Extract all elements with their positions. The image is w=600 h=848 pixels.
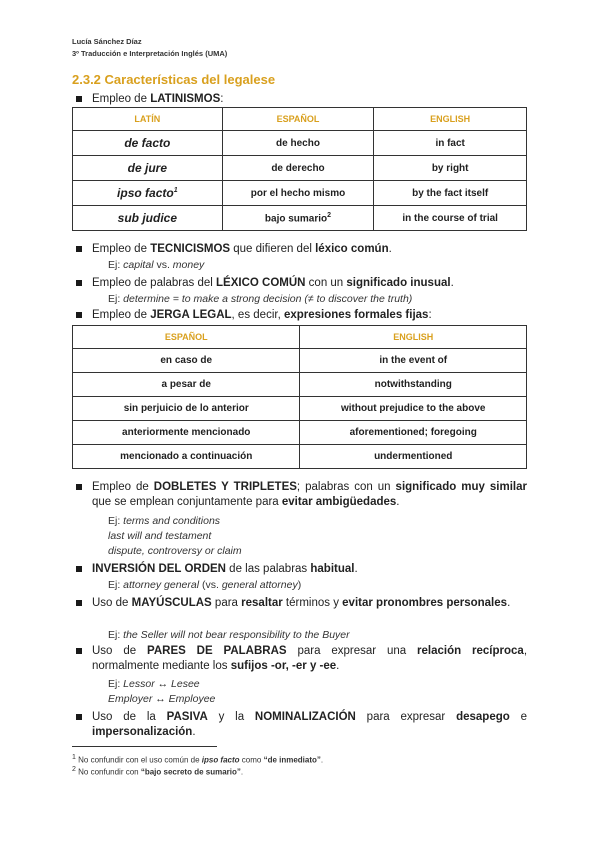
bullet-latinismos: Empleo de LATINISMOS: — [92, 93, 224, 105]
header-espanol: ESPAÑOL — [73, 326, 300, 349]
page-header — [72, 36, 227, 60]
espanol-cell: sin perjuicio de lo anterior — [73, 397, 300, 421]
espanol-cell: de hecho — [222, 131, 374, 156]
latin-cell: ipso facto$^1$ — [73, 181, 223, 206]
espanol-cell: por el hecho mismo — [222, 181, 374, 206]
bullet-dobletes: Empleo de DOBLETES Y TRIPLETES; palabras con un significado muy similar que se emplean conjuntamente para evitar ambigüedades. — [92, 481, 527, 508]
latin-cell: de jure — [73, 156, 223, 181]
header-latin: LATÍN — [73, 108, 223, 131]
espanol-cell: mencionado a continuación — [73, 445, 300, 469]
course-name: 3º Traducción e Interpretación Inglés (UMA) — [72, 49, 228, 58]
espanol-cell: en caso de — [73, 349, 300, 373]
bullet-lexico-comun: Empleo de palabras del LÉXICO COMÚN con un significado inusual. — [92, 277, 454, 289]
table-row — [73, 373, 527, 397]
latin-cell: de facto — [73, 131, 223, 156]
example-tecnicismos: Ej: capital vs. money — [108, 259, 205, 271]
footnote-1: $^1$ No confundir con el uso común de ipso facto como “de inmediato”. — [72, 754, 324, 765]
table-row — [73, 156, 527, 181]
table-row — [73, 206, 527, 231]
table-row — [73, 131, 527, 156]
bullet-pasiva: Uso de la PASIVA y la NOMINALIZACIÓN para expresar desapego e impersonalización. — [92, 711, 527, 738]
bullet-jerga-legal: Empleo de JERGA LEGAL, es decir, expresiones formales fijas: — [92, 309, 432, 321]
example-dobletes: Ej: terms and conditions last will and testament dispute, controversy or claim — [108, 515, 242, 557]
latin-cell: sub judice — [73, 206, 223, 231]
header-english: ENGLISH — [374, 108, 527, 131]
english-cell: aforementioned; foregoing — [300, 421, 527, 445]
jerga-table — [72, 325, 527, 469]
example-pares: Ej: Lessor ↔ Lesee Employer ↔ Employee — [108, 678, 216, 705]
table-row — [73, 421, 527, 445]
english-cell: in fact — [374, 131, 527, 156]
table-row — [73, 349, 527, 373]
header-espanol: ESPAÑOL — [222, 108, 374, 131]
example-mayusculas: Ej: the Seller will not bear responsibility to the Buyer — [108, 629, 350, 641]
table-header-row — [73, 326, 527, 349]
english-cell: in the course of trial — [374, 206, 527, 231]
footnote-2: $^2$ No confundir con “bajo secreto de sumario”. — [72, 766, 244, 777]
table-row — [73, 445, 527, 469]
bullet-mayusculas: Uso de MAYÚSCULAS para resaltar términos y evitar pronombres personales. — [92, 596, 527, 611]
footnote-ref-2: 2 — [327, 211, 332, 219]
author-name: Lucía Sánchez Díaz — [72, 37, 142, 46]
table-header-row — [73, 108, 527, 131]
example-inversion: Ej: attorney general (vs. general attorney) — [108, 579, 302, 591]
espanol-cell: bajo sumario$^2$ — [222, 206, 374, 231]
footnote-divider — [72, 746, 217, 747]
english-cell: notwithstanding — [300, 373, 527, 397]
espanol-cell: a pesar de — [73, 373, 300, 397]
english-cell: by right — [374, 156, 527, 181]
espanol-cell: anteriormente mencionado — [73, 421, 300, 445]
header-english: ENGLISH — [300, 326, 527, 349]
english-cell: without prejudice to the above — [300, 397, 527, 421]
bullet-inversion-orden: INVERSIÓN DEL ORDEN de las palabras habitual. — [92, 563, 358, 575]
table-row — [73, 397, 527, 421]
example-lexico: Ej: determine = to make a strong decision (≠ to discover the truth) — [108, 293, 413, 305]
latinismos-table — [72, 107, 527, 231]
footnote-ref-1: 1 — [173, 187, 178, 194]
english-cell: undermentioned — [300, 445, 527, 469]
table-row — [73, 181, 527, 206]
section-title: 2.3.2 Características del legalese — [72, 72, 276, 87]
bullet-pares-palabras: Uso de PARES DE PALABRAS para expresar una relación recíproca, normalmente mediante los sufijos -or, -er y -ee. — [92, 645, 528, 672]
espanol-cell: de derecho — [222, 156, 374, 181]
english-cell: by the fact itself — [374, 181, 527, 206]
bullet-tecnicismos: Empleo de TECNICISMOS que difieren del léxico común. — [92, 243, 392, 255]
english-cell: in the event of — [300, 349, 527, 373]
